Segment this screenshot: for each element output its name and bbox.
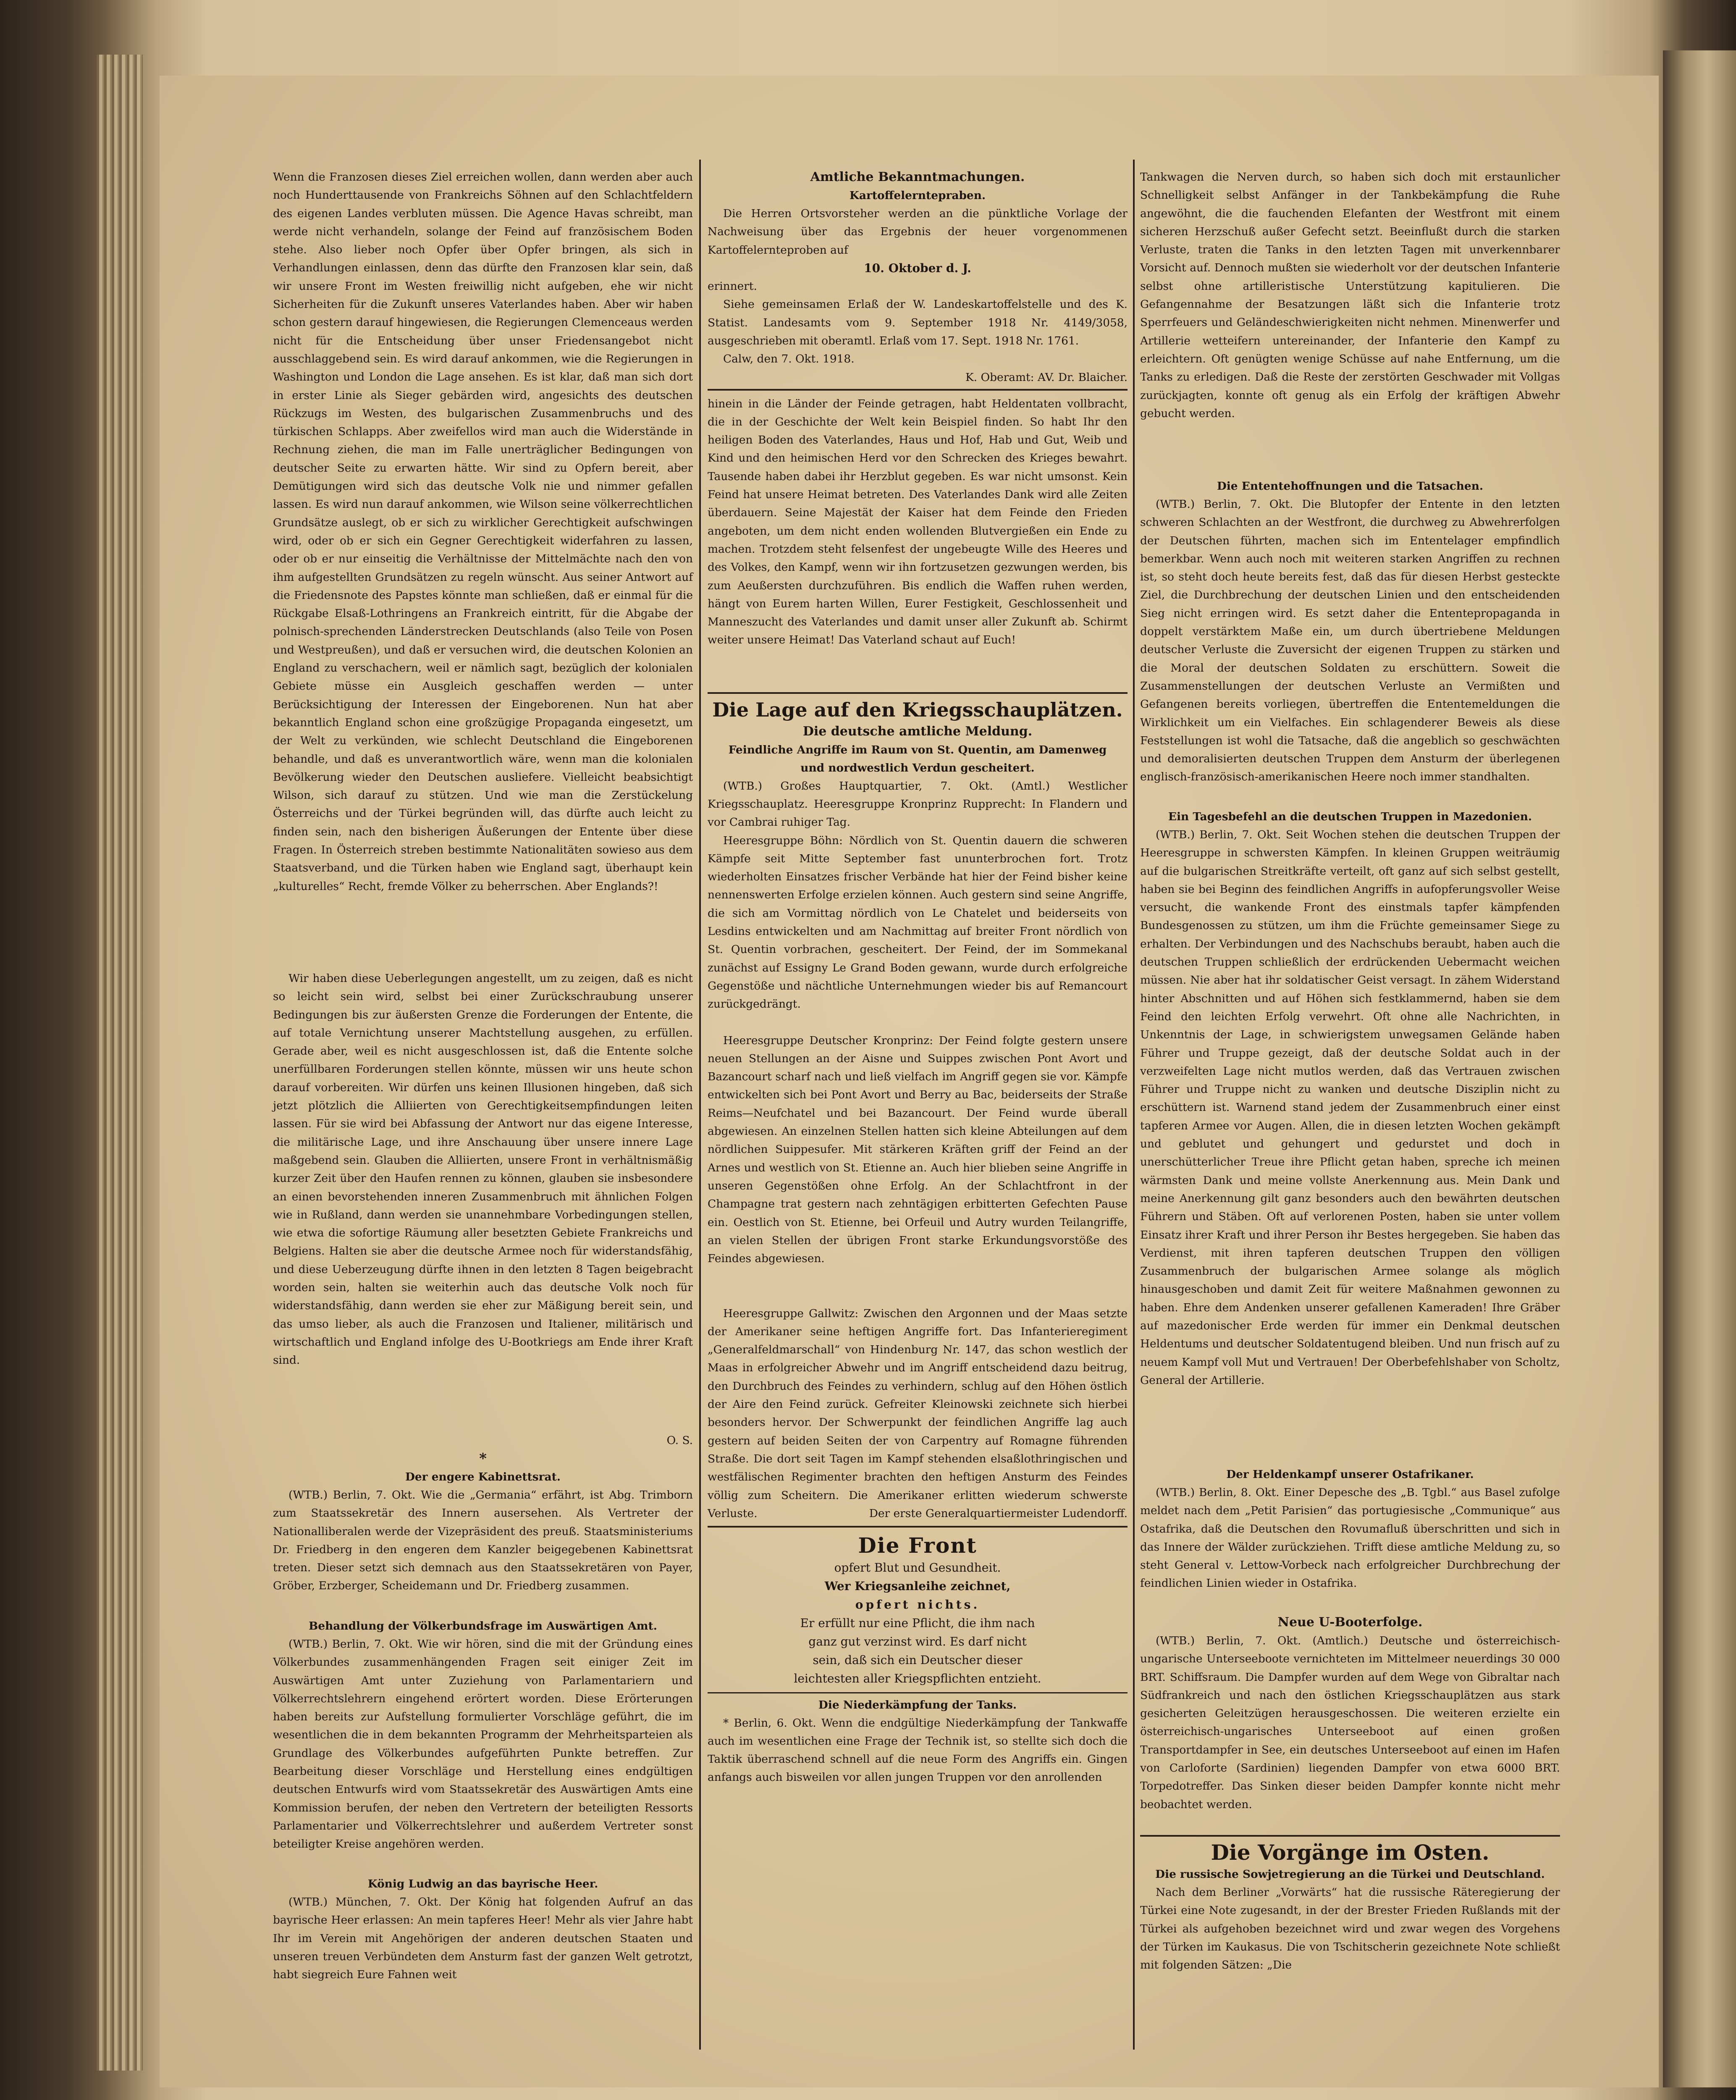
- column-rule: [699, 160, 701, 2050]
- war-bond-ad-line-5: ganz gut verzinst wird. Es darf nicht: [808, 1634, 1027, 1648]
- east-events-heading: Die Vorgänge im Osten.: [1211, 1840, 1489, 1865]
- cabinet-heading: Der engere Kabinettsrat.: [405, 1470, 561, 1483]
- column-2: [708, 168, 1128, 2016]
- entente-hopes-text: (WTB.) Berlin, 7. Okt. Die Blutopfer der Entente in den letzten schweren Schlachten an der Westfront, die durchweg zu Abwehrerfolgen der Deutschen führten, machen sich im Ententelager empfindlich bemerkbar. Wenn auch noch mit weiteren starken Angriffen zu rechnen ist, so steht doch heute bereits fest, daß das für diesen Herbst gesteckte Ziel, die Durchbrechung der deutschen Linien und den entscheidenden Sieg nicht erringen wird. Es setzt daher die Ententepropaganda in doppelt verstärktem Maße ein, um durch übertriebene Meldungen deutscher Verluste die Zuversicht der eigenen Truppen zu stärken und die Moral der deutschen Soldaten zu erschüttern. Soweit die Zusammenstellungen der deutschen Verluste an Vermißten und Gefangenen bereits vorliegen, übertreffen die Ententemeldungen die Wirklichkeit um ein Vielfaches. Ein schlagenderer Beweis als diese Feststellungen ist wohl die Tatsache, daß die angeblich so geschwächten und demoralisierten deutschen Truppen dem Ansturm der überlegenen englisch-französisch-amerikanischen Heere noch immer standhalten.: [1140, 498, 1560, 784]
- official-notices-heading: Amtliche Bekanntmachungen.: [810, 170, 1025, 184]
- official-notices-box: [708, 168, 1128, 391]
- war-bond-ad-line-2: Wer Kriegsanleihe zeichnet,: [824, 1579, 1011, 1593]
- official-notices-text: Die Herren Ortsvorsteher werden an die pünktliche Vorlage der Nachweisung über das Ergebnis der heuer vorgenommenen Kartoffelernteproben auf: [708, 207, 1128, 257]
- official-notices-place: Calw, den 7. Okt. 1918.: [723, 352, 855, 366]
- tanks-continued-text: Tankwagen die Nerven durch, so haben sich doch mit erstaunlicher Schnelligkeit selbst Anfänger in der Tankbekämpfung die Ruhe angewöhnt, die die fauchenden Elefanten der Westfront mit einem sicheren Herzschuß außer Gefecht setzt. Beeinflußt durch die starken Verluste, traten die Tanks in den letzten Tagen mit unverkennbarer Vorsicht auf. Dennoch mußten sie wiederholt vor der deutschen Infanterie selbst ohne artilleristische Unterstützung kapitulieren. Die Gefangennahme der Besatzungen läßt sich die Infanterie trotz Sperrfeuers und Geländeschwierigkeiten nicht nehmen. Minenwerfer und Artillerie wetteifern untereinander, der Infanterie den Kampf zu erleichtern. Oft genügten wenige Schüsse auf nahe Entfernung, um die Tanks zu erledigen. Daß die Reste der zerstörten Geschwader mit Vollgas zurückjagten, konnte oft genug als ein Erfolg der kräftigen Abwehr gebucht werden.: [1140, 171, 1560, 420]
- war-bond-ad-line-6: sein, daß sich ein Deutscher dieser: [813, 1653, 1023, 1667]
- war-report-kronprinz: Heeresgruppe Deutscher Kronprinz: Der Feind folgte gestern unsere neuen Stellungen an der Aisne und Suippes zwischen Pont Avort und Bazancourt scharf nach und ließ vielfach im Angriff gegen sie vor. Kämpfe entwickelten sich bei Pont Avort und Berry au Bac, beiderseits der Straße Reims—Neufchatel und bei Bazancourt. Der Feind wurde überall abgewiesen. An einzelnen Stellen hatten sich kleine Abteilungen auf dem nördlichen Suippesufer. Mit stärkeren Kräften griff der Feind an der Arnes und westlich von St. Etienne an. Auch hier blieben seine Angriffe in unseren Gegenstößen ohne Erfolg. An der Schlachtfront in der Champagne trat gestern nach zehntägigen erbitterten Gefechten Pause ein. Oestlich von St. Etienne, bei Orfeuil und Autry wurden Teilangriffe, an vielen Stellen der übrigen Front starke Erkundungsvorstöße des Feindes abgewiesen.: [708, 1034, 1128, 1265]
- official-notices-text-3: Siehe gemeinsamen Erlaß der W. Landeskartoffelstelle und des K. Statist. Landesamts vom 9. September 1918 Nr. 4149/3058, ausgeschrieben mit oberamtl. Erlaß vom 17. Sept. 1918 Nr. 1761.: [708, 298, 1128, 347]
- war-bond-ad-line-1: opfert Blut und Gesundheit.: [834, 1560, 1001, 1575]
- tanks-heading: Die Niederkämpfung der Tanks.: [818, 1698, 1017, 1712]
- section-rule: [1140, 1835, 1560, 1837]
- war-bond-ad-line-3: opfert nichts.: [855, 1597, 980, 1612]
- official-notices-subheading: Kartoffelerntepraben.: [849, 189, 986, 202]
- official-notices-date: 10. Oktober d. J.: [864, 261, 971, 275]
- u-boat-heading: Neue U-Booterfolge.: [1277, 1615, 1423, 1630]
- lead-article-text: Wenn die Franzosen dieses Ziel erreichen wollen, dann werden aber auch noch Hunderttausende von Frankreichs Söhnen auf den Schlachtfeldern des eigenen Landes verbluten müssen. Die Agence Havas schreibt, man werde nicht verhandeln, solange der Feind auf französischem Boden stehe. Also lieber noch Opfer über Opfer bringen, als sich in Verhandlungen einlassen, denn das dürfte den Franzosen klar sein, daß wir unsere Front im Westen freiwillig nicht aufgeben, ehe wir nicht Sicherheiten für die Zukunft unseres Vaterlandes haben. Aber wir haben schon gestern darauf hingewiesen, die Regierungen Clemenceaus werden nicht für die Entscheidung über unser Friedensangebot nicht ausschlaggebend sein. Es wird darauf ankommen, wie die Regierungen in Washington und London die Lage ansehen. Es ist klar, daß man sich dort in erster Linie als Sieger gebärden wird, angesichts des deutschen Rückzugs im Westen, des bulgarischen Zusammenbruchs und des türkischen Schlapps. Aber zweifellos wird man auch die Widerstände in Rechnung ziehen, die man im Falle unerträglicher Bedingungen von deutscher Seite zu erwarten hätte. Wir sind zu Opfern bereit, aber Demütigungen wird sich das deutsche Volk nie und nimmer gefallen lassen. Es wird nun darauf ankommen, wie Wilson seine völkerrechtlichen Grundsätze auslegt, ob er sich zu wirklicher Gerechtigkeit aufschwingen wird, oder ob er sich ein Gegner Gerechtigkeit widerfahren zu lassen, oder ob er nur einseitig die Verhältnisse der Mittelmächte nach den von ihm aufgestellten Grundsätzen zu regeln wünscht. Aus seiner Antwort auf die Friedensnote des Papstes könnte man schließen, daß er einmal für die Rückgabe Elsaß-Lothringens an Frankreich eintritt, für die Abgabe der polnisch-sprechenden Länderstrecken Deutschlands (also Teile von Posen und Westpreußen), und daß er versuchen wird, die deutschen Kolonien an England zu verschachern, weil er nämlich sagt, bezüglich der kolonialen Gebiete müsse ein Ausgleich geschaffen werden — unter Berücksichtigung der Interessen der Eingeborenen. Nun hat aber bekanntlich England schon eine großzügige Propaganda eingesetzt, um der Welt zu verkünden, wie schlecht Deutschland die Eingeborenen behandle, und daß es unverantwortlich wäre, wenn man die kolonialen Bevölkerung wieder den Deutschen ausliefere. Vielleicht beabsichtigt Wilson, sich darauf zu stützen. Und wie man die Zerstückelung Österreichs und der Türkei begründen will, das dürfte auch leicht zu finden sein, nach den bisherigen Äußerungen der Entente über diese Fragen. In Österreich streben bestimmte Nationalitäten sowieso aus dem Staatsverband, und die Türken haben wie England sagt, überhaupt kein „kulturelles“ Recht, fremde Völker zu beherrschen. Aber Englands?!: [273, 171, 693, 893]
- war-report-boehn: Heeresgruppe Böhn: Nördlich von St. Quentin dauern die schweren Kämpfe seit Mitte September fast ununterbrochen fort. Trotz wiederholten Einsatzes frischer Verbände hat hier der Feind bisher keine nennenswerten Erfolge erzielen können. Auch gestern sind seine Angriffe, die sich am Vormittag nördlich von Le Chatelet und beiderseits von Lesdins entwickelten und am Nachmittag auf breiter Front nördlich von St. Quentin vorbrachen, gescheitert. Der Feind, der im Sommekanal zunächst auf Essigny Le Grand Boden gewann, wurde durch erfolgreiche Gegenstöße und nächtliche Unternehmungen wieder bis auf Remancourt zurückgedrängt.: [708, 834, 1128, 1011]
- east-events-text: Nach dem Berliner „Vorwärts“ hat die russische Räteregierung der Türkei eine Note zugesandt, in der der Brester Frieden Rußlands mit der Türkei als aufgehoben bezeichnet wird und zwar wegen des Vorgehens der Türken im Kaukasus. Die von Tschitscherin gezeichnete Note schließt mit folgenden Sätzen: „Die: [1140, 1886, 1560, 1972]
- war-report-intro: (WTB.) Großes Hauptquartier, 7. Okt. (Amtl.) Westlicher Kriegsschauplatz. Heeresgruppe Kronprinz Rupprecht: In Flandern und vor Cambrai ruhiger Tag.: [708, 779, 1128, 829]
- macedonia-order-text: (WTB.) Berlin, 7. Okt. Seit Wochen stehen die deutschen Truppen der Heeresgruppe in schwersten Kämpfen. In kleinen Gruppen weiträumig auf die bulgarischen Streitkräfte verteilt, oft ganz auf sich selbst gestellt, haben sie bei Beginn des feindlichen Angriffs in aufopferungsvoller Weise versucht, die wankende Front des einstmals tapfer kämpfenden Bundesgenossen zu stützen, um ihm die Früchte gemeinsamer Siege zu erhalten. Der Verbindungen und des Nachschubs beraubt, haben auch die deutschen Truppen schließlich der erdrückenden Uebermacht weichen müssen. Nie aber hat ihr soldatischer Geist versagt. In zähem Widerstand hinter Abschnitten und auf Höhen sich festklammernd, haben sie dem Feind den leichten Erfolg verwehrt. Oft ohne alle Nachrichten, in Unkenntnis der Lage, in schwierigstem unwegsamen Gelände haben Führer und Truppe gezeigt, daß der deutsche Soldat auch in der verzweifelten Lage nicht mutlos werden, daß das Vertrauen zwischen Führer und Truppe nicht zu wanken und deutsche Disziplin nicht zu erschüttern ist. Warnend stand jedem der Zusammenbruch einer einst tapferen Armee vor Augen. Allen, die in diesen letzten Wochen gekämpft und geblutet und gehungert und gedurstet und doch in unerschütterlicher Treue ihre Pflicht getan haben, spreche ich meinen wärmsten Dank und meine vollste Anerkennung aus. Mein Dank und meine Anerkennung gilt ganz besonders auch den bewährten deutschen Führern und Stäben. Oft auf verlorenen Posten, haben sie unter vollem Einsatz ihrer Kraft und ihrer Person ihr Bestes hergegeben. Sie haben das Verdienst, mit ihren tapferen deutschen Truppen den völligen Zusammenbruch der bulgarischen Armee solange als möglich hinausgeschoben und damit Zeit für weitere Maßnahmen gewonnen zu haben. Ehre dem Andenken unserer gefallenen Kameraden! Ihre Gräber auf mazedonischer Erde werden für immer ein Denkmal deutschen Heldentums und deutscher Soldatentugend bleiben. Und nun frisch auf zu neuem Kampf voll Mut und Vertrauen! Der Oberbefehlshaber von Scholtz, General der Artillerie.: [1140, 828, 1560, 1387]
- league-heading: Behandlung der Völkerbundsfrage im Auswärtigen Amt.: [309, 1620, 657, 1633]
- war-situation-subheading: Die deutsche amtliche Meldung.: [802, 724, 1033, 739]
- east-africa-text: (WTB.) Berlin, 8. Okt. Einer Depesche des „B. Tgbl.“ aus Basel zufolge meldet nach dem „Petit Parisien“ das portugiesische „Communique“ aus Ostafrika, daß die Deutschen den Rovumafluß überschritten und sich in das Innere der Wälder zurückziehen. Trifft diese amtliche Meldung zu, so steht General v. Lettow-Vorbeck nach erfolgreicher Durchbrechung der feindlichen Linien wieder in Ostafrika.: [1140, 1486, 1560, 1590]
- column-3: [1140, 168, 1560, 2024]
- u-boat-text: (WTB.) Berlin, 7. Okt. (Amtlich.) Deutsche und österreichisch-ungarische Unterseeboote vernichteten im Mittelmeer neuerdings 30 000 BRT. Schiffsraum. Die Dampfer wurden auf dem Wege von Gibraltar nach Südfrankreich und nach den östlichen Kriegsschauplätzen aus stark gesicherten Geleitzügen herausgeschossen. Die weiteren erzielte ein österreichisch-ungarisches Unterseeboot auf einen großen Transportdampfer in See, ein deutsches Unterseeboot auf einen im Hafen von Carloforte (Sardinien) liegenden Dampfer von etwa 6000 BRT. Torpedotreffer. Das Sinken dieser beiden Dampfer konnte nicht mehr beobachtet werden.: [1140, 1634, 1560, 1811]
- war-situation-heading: Die Lage auf den Kriegsschauplätzen.: [712, 698, 1123, 721]
- section-rule: [708, 692, 1128, 694]
- war-report-gallwitz: Heeresgruppe Gallwitz: Zwischen den Argonnen und der Maas setzte der Amerikaner seine heftigen Angriffe fort. Das Infanterieregiment „Generalfeldmarschall“ von Hindenburg Nr. 147, das schon westlich der Maas in erfolgreicher Abwehr und im Angriff entscheidend dazu beitrug, den Durchbruch des Feindes zu verhindern, schlug auf den Höhen östlich der Aire den Feind zurück. Gefreiter Kleinowski zeichnete sich hierbei besonders hervor. Der Schwerpunkt der feindlichen Angriffe lag auch gestern auf beiden Seiten der von Carpentry auf Romagne führenden Straße. Die dort seit Tagen im Kampf stehenden elsaßlothringischen und westfälischen Regimenter brachten den heftigen Ansturm des Feindes völlig zum Scheitern. Die Amerikaner erlitten wiederum schwerste Verluste.: [708, 1307, 1128, 1520]
- section-rule: [708, 1526, 1128, 1528]
- league-text: (WTB.) Berlin, 7. Okt. Wie wir hören, sind die mit der Gründung eines Völkerbundes zusammenhängenden Fragen seit einiger Zeit im Auswärtigen Amt unter Zuziehung von Parlamentariern und Völkerrechtslehrern eingehend erörtert worden. Diese Erörterungen haben bereits zur Aufstellung formulierter Vorschläge geführt, die im wesentlichen die in dem bekannten Programm der Mehrheitsparteien als Grundlage des Völkerbundes aufgeführten Punkte betreffen. Zur Bearbeitung dieser Vorschläge und Herstellung eines endgültigen deutschen Entwurfs wird vom Staatssekretär des Auswärtigen Amts eine Kommission berufen, der neben den Vertretern der beteiligten Ressorts Parlamentarier und Völkerrechtslehrer und außerdem Vertreter sonst beteiligter Kreise angehören werden.: [273, 1638, 693, 1851]
- official-notices-signature: K. Oberamt: AV. Dr. Blaicher.: [965, 370, 1128, 384]
- adjacent-page-edge: [1663, 50, 1736, 2087]
- east-events-subheading: Die russische Sowjetregierung an die Türkei und Deutschland.: [1155, 1868, 1545, 1881]
- column-1: [273, 168, 693, 1982]
- lead-article-signature: O. S.: [666, 1434, 693, 1447]
- column-rule: [1133, 160, 1135, 2050]
- book-binding-edge: [97, 55, 143, 2071]
- war-report-signature: Der erste Generalquartiermeister Ludendorff.: [869, 1507, 1128, 1520]
- king-ludwig-heading: König Ludwig an das bayrische Heer.: [367, 1877, 598, 1890]
- war-bond-ad-line-4: Er erfüllt nur eine Pflicht, die ihm nach: [800, 1616, 1035, 1630]
- separator-asterisk: *: [479, 1450, 487, 1467]
- war-bond-ad-line-7: leichtesten aller Kriegspflichten entzieht.: [794, 1671, 1041, 1685]
- war-situation-summary: Feindliche Angriffe im Raum von St. Quentin, am Damenweg und nordwestlich Verdun gescheitert.: [728, 743, 1107, 774]
- lead-article-text-2: Wir haben diese Ueberlegungen angestellt, um zu zeigen, daß es nicht so leicht sein wird, selbst bei einer Zurückschraubung unserer Bedingungen bis zur äußersten Grenze die Forderungen der Entente, die auf totale Vernichtung unserer Machtstellung ausgehen, zu erfüllen. Gerade aber, weil es nicht ausgeschlossen ist, daß die Entente solche unerfüllbaren Forderungen stellen könnte, müssen wir uns heute schon darauf vorbereiten. Wir dürfen uns keinen Illusionen hingeben, daß sich jetzt plötzlich die Alliierten von Gerechtigkeitsempfindungen leiten lassen. Für sie wird bei Abfassung der Antwort nur das eigene Interesse, die militärische Lage, und ihre Anschauung über unsere innere Lage maßgebend sein. Glauben die Alliierten, unsere Front in verhältnismäßig kurzer Zeit über den Haufen rennen zu können, glauben sie insbesondere an einen bevorstehenden inneren Zusammenbruch mit ähnlichen Folgen wie in Rußland, dann werden sie unannehmbare Vorbedingungen stellen, wie etwa die sofortige Räumung aller besetzten Gebiete Frankreichs und Belgiens. Halten sie aber die deutsche Armee noch für widerstandsfähig, und diese Ueberzeugung dürfte ihnen in den letzten 8 Tagen beigebracht worden sein, halten sie weiterhin auch das deutsche Volk noch für widerstandsfähig, dann werden sie eher zur Mäßigung bereit sein, und das umso lieber, als auch die Franzosen und Italiener, militärisch und wirtschaftlich und England infolge des U-Bootkriegs am Ende ihrer Kraft sind.: [273, 972, 693, 1367]
- war-bond-ad-title: Die Front: [858, 1533, 977, 1558]
- tanks-text: * Berlin, 6. Okt. Wenn die endgültige Niederkämpfung der Tankwaffe auch im wesentlichen eine Frage der Technik ist, so stellte sich doch die Taktik überraschend schnell auf die neue Form des Angriffs ein. Gingen anfangs auch bisweilen vor allen jungen Truppen vor den anrollenden: [708, 1716, 1128, 1784]
- king-ludwig-continued-text: hinein in die Länder der Feinde getragen, habt Heldentaten vollbracht, die in der Geschichte der Welt kein Beispiel finden. So habt Ihr den heiligen Boden des Vaterlandes, Haus und Hof, Hab und Gut, Weib und Kind und den heimischen Herd vor den Schrecken des Krieges bewahrt. Tausende haben dabei ihr Herzblut gegeben. Es war nicht umsonst. Kein Feind hat unsere Heimat betreten. Des Vaterlandes Dank wird alle Zeiten überdauern. Seine Majestät der Kaiser hat dem Feinde den Frieden angeboten, um dem nicht enden wollenden Blutvergießen ein Ende zu machen. Trotzdem steht felsenfest der ungebeugte Wille des Heeres und des Volkes, den Kampf, wenn wir ihn fortzusetzen gezwungen werden, bis zum Aeußersten durchzuführen. Bis endlich die Waffen ruhen werden, hängt von Eurem harten Willen, Eurer Festigkeit, Geschlossenheit und Manneszucht des Vaterlandes und damit unser aller Zukunft ab. Schirmt weiter unsere Heimat! Das Vaterland schaut auf Euch!: [708, 397, 1128, 647]
- macedonia-order-heading: Ein Tagesbefehl an die deutschen Truppen in Mazedonien.: [1168, 810, 1532, 823]
- cabinet-text: (WTB.) Berlin, 7. Okt. Wie die „Germania“ erfährt, ist Abg. Trimborn zum Staatssekretär des Innern ausersehen. Als Vertreter der Nationalliberalen werde der Vizepräsident des preuß. Staatsministeriums Dr. Friedberg in den engeren dem Kanzler beigegebenen Kabinettsrat treten. Dieser setzt sich demnach aus den Staatssekretären von Payer, Gröber, Erzberger, Scheidemann und Dr. Friedberg zusammen.: [273, 1488, 693, 1593]
- section-rule: [708, 1692, 1128, 1693]
- newspaper-page: [160, 76, 1659, 2087]
- official-notices-text-2: erinnert.: [708, 280, 757, 293]
- war-bond-advertisement: [708, 1531, 1128, 1690]
- east-africa-heading: Der Heldenkampf unserer Ostafrikaner.: [1226, 1468, 1474, 1481]
- king-ludwig-text: (WTB.) München, 7. Okt. Der König hat folgenden Aufruf an das bayrische Heer erlassen: An mein tapferes Heer! Mehr als vier Jahre habt Ihr im Verein mit Angehörigen der anderen deutschen Staaten und unseren treuen Verbündeten dem Ansturm fast der ganzen Welt getrotzt, habt siegreich Eure Fahnen weit: [273, 1895, 693, 1982]
- entente-hopes-heading: Die Ententehoffnungen und die Tatsachen.: [1217, 480, 1484, 493]
